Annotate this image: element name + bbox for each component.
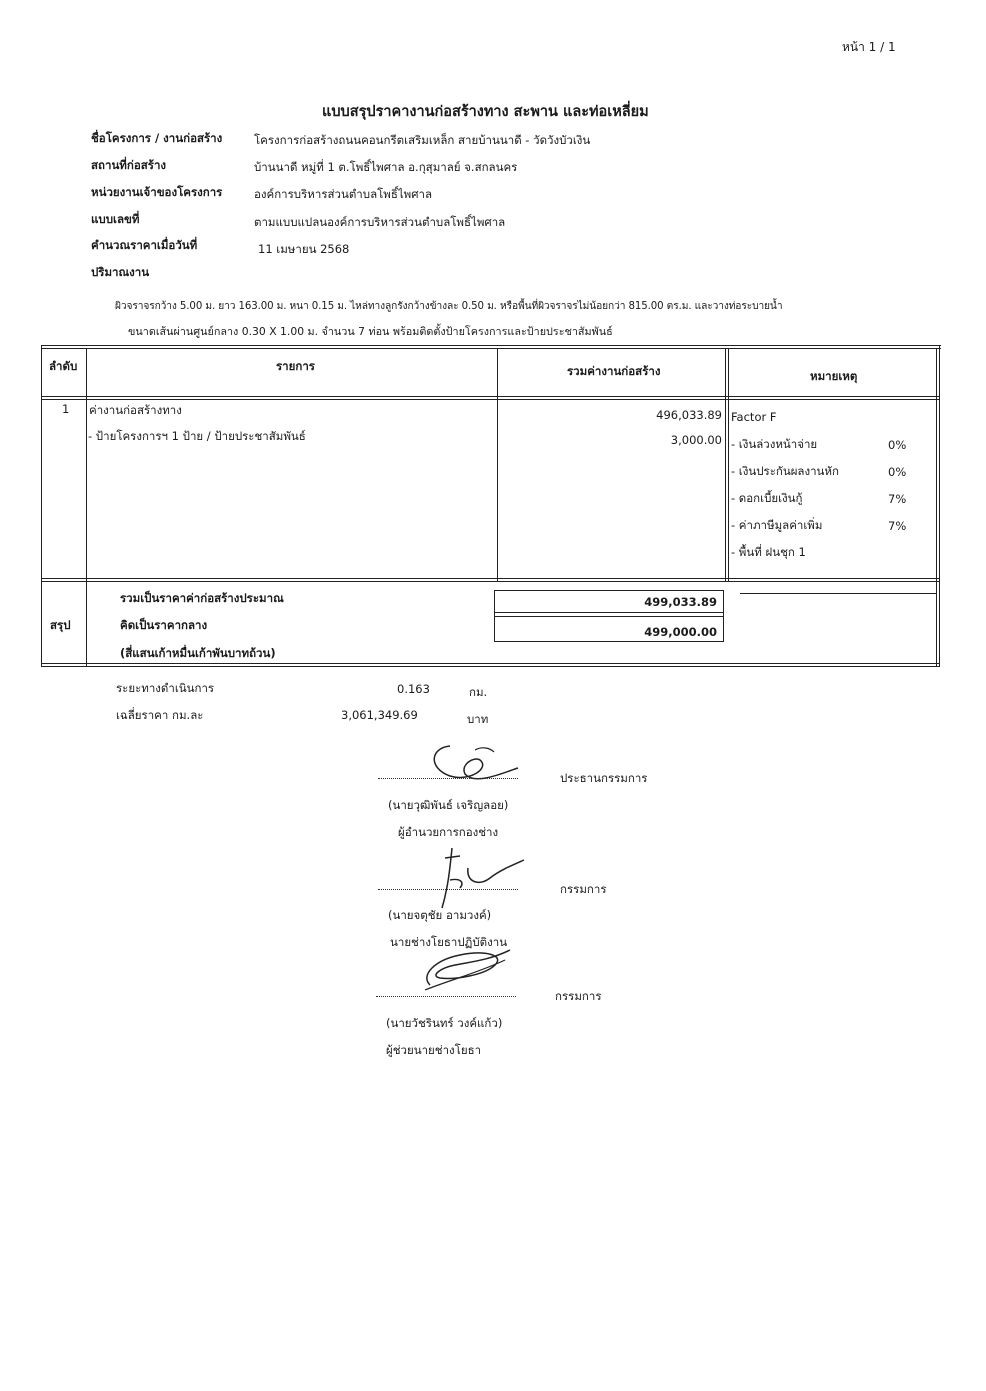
factor-label: - ค่าภาษีมูลค่าเพิ่ม [731, 518, 823, 532]
signature-line [378, 778, 518, 779]
value-plan-no: ตามแบบแปลนองค์การบริหารส่วนตำบลโพธิ์ไพศาล [254, 215, 506, 229]
factor-value: 0% [888, 465, 907, 479]
value-location: บ้านนาดี หมู่ที่ 1 ต.โพธิ์ไพศาล อ.กุสุมาลย์ จ.สกลนคร [254, 160, 518, 174]
value-project-name: โครงการก่อสร้างถนนคอนกรีตเสริมเหล็ก สายบ้านนาดี - วัดวังบัวเงิน [254, 133, 591, 147]
factor-value: 7% [888, 519, 907, 533]
value-calc-date: 11 เมษายน 2568 [258, 242, 350, 256]
committee-name: (นายวุฒิพันธ์ เจริญลอย) [388, 798, 509, 812]
quantity-line-1: ผิวจราจรกว้าง 5.00 ม. ยาว 163.00 ม. หนา 0.15 ม. ไหล่ทางลูกรังกว้างข้างละ 0.50 ม. หรือพื้นที่ผิวจราจรไม่น้อยกว่า 815.00 ตร.ม. และวางท่อระบายน้ำ [115, 301, 783, 312]
label-calc-date: คำนวณราคาเมื่อวันที่ [91, 238, 198, 252]
page-number: หน้า 1 / 1 [842, 40, 896, 54]
committee-name: (นายจตุชัย อามวงค์) [388, 908, 492, 922]
header-remark: หมายเหตุ [810, 369, 858, 383]
signature-chairman [420, 738, 530, 798]
average-label: เฉลี่ยราคา กม.ละ [116, 708, 204, 722]
row-no: 1 [62, 402, 70, 416]
committee-title: นายช่างโยธาปฏิบัติงาน [390, 935, 508, 949]
factor-label: - เงินล่วงหน้าจ่าย [731, 437, 818, 451]
factor-label: - พื้นที่ ฝนชุก 1 [731, 545, 806, 559]
distance-label: ระยะทางดำเนินการ [116, 681, 215, 695]
value-owner: องค์การบริหารส่วนตำบลโพธิ์ไพศาล [254, 187, 433, 201]
median-price-label: คิดเป็นราคากลาง [120, 618, 208, 632]
label-project-name: ชื่อโครงการ / งานก่อสร้าง [91, 131, 223, 145]
committee-role: กรรมการ [560, 882, 607, 896]
quantity-line-2: ขนาดเส้นผ่านศูนย์กลาง 0.30 X 1.00 ม. จำนวน 7 ท่อน พร้อมติดตั้งป้ายโครงการและป้ายประชาสัมพันธ์ [128, 325, 613, 338]
label-plan-no: แบบเลขที่ [91, 212, 140, 226]
document-title: แบบสรุปราคางานก่อสร้างทาง สะพาน และท่อเหลี่ยม [322, 104, 649, 120]
header-total: รวมค่างานก่อสร้าง [567, 364, 661, 378]
signature-line [376, 996, 516, 997]
median-price-words: (สี่แสนเก้าหมื่นเก้าพันบาทถ้วน) [120, 646, 276, 660]
average-unit: บาท [467, 712, 489, 726]
committee-title: ผู้ช่วยนายช่างโยธา [386, 1043, 482, 1057]
summary-total: 499,033.89 [644, 595, 717, 609]
committee-role: กรรมการ [555, 989, 602, 1003]
factor-value: 7% [888, 492, 907, 506]
signature-member-1 [420, 838, 530, 918]
header-item: รายการ [276, 359, 315, 373]
signature-member-2 [410, 940, 520, 1000]
row-amount: 3,000.00 [670, 433, 722, 447]
row-item: ค่างานก่อสร้างทาง [89, 403, 182, 417]
row-amount: 496,033.89 [656, 408, 722, 422]
average-value: 3,061,349.69 [341, 708, 418, 722]
factor-label: - เงินประกันผลงานหัก [731, 464, 839, 478]
distance-value: 0.163 [397, 682, 430, 696]
label-location: สถานที่ก่อสร้าง [91, 158, 167, 172]
header-no: ลำดับ [49, 359, 78, 373]
row-item: - ป้ายโครงการฯ 1 ป้าย / ป้ายประชาสัมพันธ์ [88, 429, 306, 443]
signature-line [378, 889, 518, 890]
committee-role: ประธานกรรมการ [560, 771, 648, 785]
label-owner: หน่วยงานเจ้าของโครงการ [91, 185, 223, 199]
distance-unit: กม. [469, 685, 488, 699]
factor-title: Factor F [731, 410, 777, 424]
summary-total-label: รวมเป็นราคาค่าก่อสร้างประมาณ [120, 591, 284, 605]
factor-value: 0% [888, 438, 907, 452]
committee-name: (นายวัชรินทร์ วงค์แก้ว) [386, 1016, 503, 1030]
label-quantity: ปริมาณงาน [91, 265, 150, 279]
median-price: 499,000.00 [644, 625, 717, 639]
factor-label: - ดอกเบี้ยเงินกู้ [731, 491, 803, 505]
committee-title: ผู้อำนวยการกองช่าง [398, 825, 499, 839]
summary-label: สรุป [50, 618, 71, 632]
